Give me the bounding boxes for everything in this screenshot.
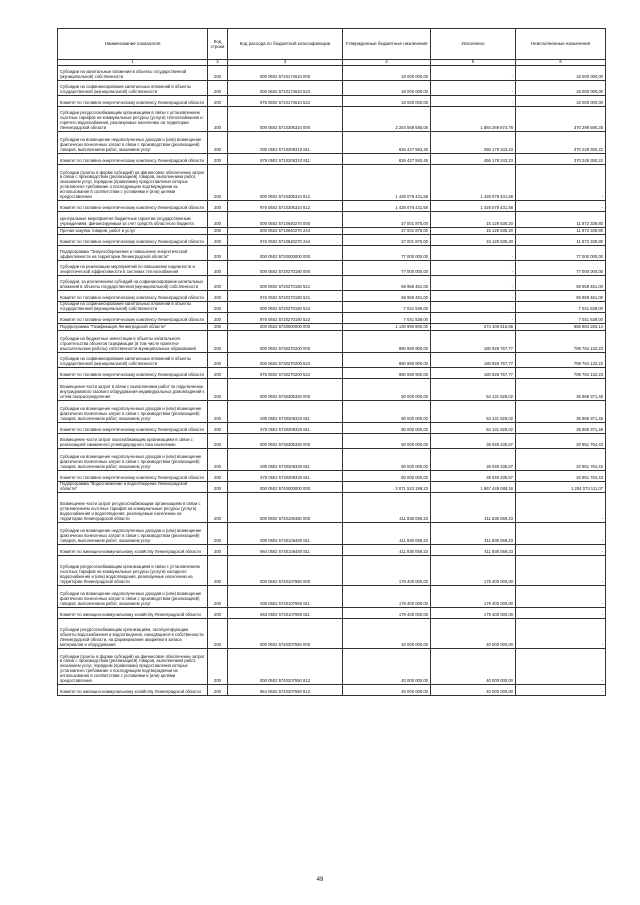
row-executed-amount: 1 867 449 088,16 [431, 482, 516, 493]
row-approved-amount: 3 071 522 199,23 [343, 482, 431, 493]
row-executed-amount: - [431, 81, 516, 96]
row-approved-amount: 90 000 000,00 [343, 423, 431, 434]
table-row [58, 482, 606, 493]
table-row [58, 81, 606, 96]
row-budget-classification: 000 0502 5730270200 000 [228, 331, 343, 353]
row-line-code: 200 [208, 235, 228, 246]
row-remaining-amount: 20 951 764,43 [516, 434, 606, 449]
row-line-code: 200 [208, 228, 228, 235]
row-executed-amount: 411 836 059,23 [431, 545, 516, 556]
table-row [58, 96, 606, 107]
row-budget-classification: 000 0502 5740107960 000 [228, 556, 343, 586]
row-indicator-name: Прочая закупка товаров, работ и услуг [58, 228, 208, 235]
row-remaining-amount: 11 872 339,80 [516, 235, 606, 246]
row-budget-classification: 000 0502 5740106480 000 [228, 493, 343, 523]
budget-execution-table [57, 28, 606, 696]
row-approved-amount: 69 958 461,00 [343, 291, 431, 302]
table-row [58, 313, 606, 324]
table-row [58, 556, 606, 586]
row-executed-amount: 456 178 243,23 [431, 154, 516, 165]
row-budget-classification: 000 0502 5710174610 522 [228, 81, 343, 96]
table-row [58, 66, 606, 81]
row-line-code: 200 [208, 353, 228, 368]
row-remaining-amount: 799 764 132,23 [516, 331, 606, 353]
row-approved-amount: 826 427 593,45 [343, 132, 431, 154]
row-remaining-amount: 799 764 132,23 [516, 368, 606, 379]
row-executed-amount: 411 836 059,23 [431, 523, 516, 545]
row-budget-classification: 976 0502 5730306330 811 [228, 471, 343, 482]
row-executed-amount: 15 129 535,20 [431, 235, 516, 246]
table-row [58, 302, 606, 313]
row-executed-amount: - [431, 276, 516, 291]
row-remaining-amount: 35 868 371,48 [516, 401, 606, 423]
row-budget-classification: 000 0502 5710306310 812 [228, 165, 343, 201]
row-budget-classification: 000 0502 5730306320 000 [228, 379, 343, 401]
row-executed-amount: 1 428 078 431,58 [431, 165, 516, 201]
row-indicator-name: Возмещение части затрат в связи с выполнением работ по подключению внутридомового газового оборудования индивидуальных домовладений к сетям газораспределения [58, 379, 208, 401]
row-line-code: 200 [208, 619, 228, 649]
header-indicator-name: Наименование показателя [58, 29, 208, 60]
row-executed-amount: 179 400 000,00 [431, 586, 516, 608]
table-row [58, 228, 606, 235]
row-executed-amount: 180 926 767,77 [431, 368, 516, 379]
row-remaining-amount: 20 951 764,43 [516, 449, 606, 471]
row-indicator-name: Центральные мероприятия бюджетные гарантии государственным учреждениям, финансируемым за счет средств областного бюджета [58, 212, 208, 228]
row-approved-amount: 411 836 059,23 [343, 523, 431, 545]
row-line-code: 200 [208, 276, 228, 291]
row-remaining-amount: 1 204 073 111,07 [516, 482, 606, 493]
row-budget-classification: 976 0502 5710174610 522 [228, 96, 343, 107]
row-approved-amount: 69 958 461,00 [343, 276, 431, 291]
row-executed-amount: 39 049 235,57 [431, 471, 516, 482]
row-line-code: 200 [208, 685, 228, 696]
row-executed-amount: 40 000 000,00 [431, 619, 516, 649]
row-executed-amount: - [431, 313, 516, 324]
table-row [58, 493, 606, 523]
row-budget-classification: 000 0502 5730270200 522 [228, 353, 343, 368]
table-row [58, 685, 606, 696]
row-remaining-amount: - [516, 586, 606, 608]
row-indicator-name: Комитет по топливно-энергетическому комплексу Ленинградской области [58, 154, 208, 165]
row-indicator-name: Субсидии на возмещение недополученных доходов и (или) возмещение фактически понесенных затрат в связи с производством (реализацией) товаров, выполнением работ, оказанием услуг [58, 132, 208, 154]
row-indicator-name: Комитет по жилищно-коммунальному хозяйству Ленинградской области [58, 608, 208, 619]
row-remaining-amount: 799 764 132,23 [516, 353, 606, 368]
row-approved-amount: 40 000 000,00 [343, 685, 431, 696]
row-approved-amount: 826 427 593,45 [343, 154, 431, 165]
row-indicator-name: Субсидии на софинансирование капитальных вложений в объекты государственной (муниципальной) собственности [58, 302, 208, 313]
row-remaining-amount: - [516, 556, 606, 586]
row-indicator-name: Комитет по топливно-энергетическому комплексу Ленинградской области [58, 423, 208, 434]
row-approved-amount: 411 836 059,23 [343, 493, 431, 523]
row-approved-amount: 980 690 900,00 [343, 368, 431, 379]
table-row [58, 619, 606, 649]
row-remaining-amount: 370 249 350,22 [516, 154, 606, 165]
row-remaining-amount: 18 000 000,00 [516, 66, 606, 81]
row-indicator-name: Субсидии на возмещение недополученных доходов и (или) возмещение фактически понесенных затрат в связи с производством (реализацией) товаров, выполнением работ, оказанием услуг [58, 586, 208, 608]
row-budget-classification: 000 0502 5710640270 000 [228, 212, 343, 228]
row-approved-amount: 60 000 000,00 [343, 471, 431, 482]
table-row [58, 471, 606, 482]
row-remaining-amount: 7 041 539,00 [516, 313, 606, 324]
row-line-code: 200 [208, 132, 228, 154]
row-budget-classification: 964 0502 5740106480 811 [228, 545, 343, 556]
row-approved-amount: 7 041 539,00 [343, 302, 431, 313]
row-budget-classification: 964 0502 5740207550 812 [228, 685, 343, 696]
row-budget-classification: 000 0502 5730000000 000 [228, 324, 343, 331]
table-row [58, 212, 606, 228]
row-remaining-amount: - [516, 493, 606, 523]
row-approved-amount: 1 130 990 900,00 [343, 324, 431, 331]
row-remaining-amount: - [516, 619, 606, 649]
row-indicator-name: Комитет по жилищно-коммунальному хозяйству Ленинградской области [58, 545, 208, 556]
row-line-code: 200 [208, 96, 228, 107]
row-indicator-name: Субсидии на софинансирование капитальных вложений в объекты государственной (муниципальной) собственности [58, 353, 208, 368]
row-remaining-amount: - [516, 201, 606, 212]
row-remaining-amount: - [516, 649, 606, 685]
row-remaining-amount: 77 000 000,00 [516, 261, 606, 276]
row-executed-amount: 39 049 235,57 [431, 449, 516, 471]
row-approved-amount: 18 000 000,00 [343, 96, 431, 107]
row-budget-classification: 000 0502 5740207550 000 [228, 619, 343, 649]
row-indicator-name: Возмещение части затрат газоснабжающим организациям в связи с реализацией сжиженного углеводородного газа населению [58, 434, 208, 449]
row-approved-amount: 1 428 078 431,58 [343, 201, 431, 212]
table-row [58, 586, 606, 608]
table-row [58, 132, 606, 154]
row-budget-classification: 976 0502 5710640270 244 [228, 235, 343, 246]
row-remaining-amount: 370 298 690,28 [516, 107, 606, 132]
row-indicator-name: Субсидии на софинансирование капитальных вложений в объекты государственной (муниципальной) собственности [58, 81, 208, 96]
row-budget-classification: 976 0502 5710306310 812 [228, 201, 343, 212]
row-approved-amount: 7 041 539,00 [343, 313, 431, 324]
table-row [58, 401, 606, 423]
row-line-code: 200 [208, 608, 228, 619]
row-remaining-amount: 77 000 000,00 [516, 246, 606, 261]
table-row [58, 291, 606, 302]
row-line-code: 200 [208, 212, 228, 228]
row-indicator-name: Субсидии на возмещение недополученных доходов и (или) возмещение фактически понесенных затрат в связи с производством (реализацией) товаров, выполнением работ, оказанием услуг [58, 523, 208, 545]
table-row [58, 201, 606, 212]
row-line-code: 200 [208, 482, 228, 493]
column-number: 1 [58, 60, 208, 66]
table-row [58, 261, 606, 276]
row-budget-classification: 000 0502 5710306310 000 [228, 107, 343, 132]
row-executed-amount: 1 884 269 874,78 [431, 107, 516, 132]
row-line-code: 200 [208, 649, 228, 685]
row-executed-amount: - [431, 96, 516, 107]
row-executed-amount: 179 400 000,00 [431, 608, 516, 619]
row-indicator-name: Субсидии (гранты в форме субсидий) на финансовое обеспечение затрат в связи с производством (реализацией) товаров, выполнением работ, оказанием услуг, порядком (правилами) предоставления которых установлено требование о последующем подтверждении их использования в соответствии с условиями и (или) целями предоставления [58, 165, 208, 201]
column-number: 2 [208, 60, 228, 66]
row-budget-classification: 000 0502 5740207550 812 [228, 649, 343, 685]
row-executed-amount: 54 131 628,02 [431, 379, 516, 401]
row-budget-classification: 000 0502 5710306310 811 [228, 132, 343, 154]
row-executed-amount: - [431, 302, 516, 313]
row-line-code: 200 [208, 545, 228, 556]
row-remaining-amount: - [516, 545, 606, 556]
row-remaining-amount: 20 951 764,43 [516, 471, 606, 482]
row-budget-classification: 976 0502 5720270180 521 [228, 291, 343, 302]
row-executed-amount: 180 926 767,77 [431, 353, 516, 368]
row-line-code: 200 [208, 449, 228, 471]
row-executed-amount: - [431, 66, 516, 81]
row-line-code: 200 [208, 493, 228, 523]
row-indicator-name: Комитет по топливно-энергетическому комплексу Ленинградской области [58, 291, 208, 302]
row-remaining-amount: 7 041 539,00 [516, 302, 606, 313]
row-indicator-name: Возмещение части затрат ресурсоснабжающим организациям в связи с установлением льготных тарифов на коммунальные ресурсы (услуги) водоснабжения и водоотведения, реализуемые населению на территории Ленинградской области [58, 493, 208, 523]
row-budget-classification: 000 0502 5740106480 811 [228, 523, 343, 545]
table-row [58, 107, 606, 132]
row-executed-amount: 1 428 078 431,58 [431, 201, 516, 212]
table-row [58, 276, 606, 291]
row-budget-classification: 000 0502 5720270180 522 [228, 302, 343, 313]
table-row [58, 368, 606, 379]
row-approved-amount: 980 690 900,00 [343, 353, 431, 368]
row-approved-amount: 411 836 059,23 [343, 545, 431, 556]
row-indicator-name: Комитет по топливно-энергетическому комплексу Ленинградской области [58, 96, 208, 107]
row-line-code: 200 [208, 434, 228, 449]
row-approved-amount: 60 000 000,00 [343, 434, 431, 449]
page-number: 49 [316, 877, 324, 883]
row-indicator-name: Комитет по топливно-энергетическому комплексу Ленинградской области [58, 313, 208, 324]
row-approved-amount: 60 000 000,00 [343, 449, 431, 471]
table-row [58, 324, 606, 331]
row-executed-amount: 180 926 767,77 [431, 331, 516, 353]
row-remaining-amount: - [516, 608, 606, 619]
row-approved-amount: 179 400 000,00 [343, 556, 431, 586]
table-row [58, 545, 606, 556]
table-row [58, 523, 606, 545]
row-line-code: 200 [208, 201, 228, 212]
row-remaining-amount: 35 868 371,48 [516, 423, 606, 434]
row-approved-amount: 40 000 000,00 [343, 649, 431, 685]
row-line-code: 200 [208, 471, 228, 482]
row-indicator-name: Субсидии ресурсоснабжающим организациям в связи с установлением льготных тарифов на коммунальные ресурсы (услуги) теплоснабжения и горячего водоснабжения, реализуемые населению на территории Ленинградской области [58, 107, 208, 132]
row-indicator-name: Комитет по топливно-энергетическому комплексу Ленинградской области [58, 471, 208, 482]
row-approved-amount: 18 000 000,00 [343, 66, 431, 81]
column-number: 5 [431, 60, 516, 66]
table-row [58, 246, 606, 261]
table-row [58, 154, 606, 165]
row-executed-amount: 411 836 059,23 [431, 493, 516, 523]
row-remaining-amount: 69 958 461,00 [516, 291, 606, 302]
row-executed-amount: - [431, 291, 516, 302]
row-line-code: 200 [208, 368, 228, 379]
table-row [58, 649, 606, 685]
header-budget-classification: Код расхода по бюджетной классификации [228, 29, 343, 60]
header-approved: Утвержденные бюджетные назначения [343, 29, 431, 60]
column-number: 4 [343, 60, 431, 66]
row-approved-amount: 90 000 000,00 [343, 401, 431, 423]
row-indicator-name: Субсидии на реализацию мероприятий по повышению надежности и энергетической эффективности в системах теплоснабжения [58, 261, 208, 276]
table-row [58, 423, 606, 434]
row-remaining-amount: 370 249 350,22 [516, 132, 606, 154]
column-number: 3 [228, 60, 343, 66]
row-line-code: 200 [208, 81, 228, 96]
table-row [58, 331, 606, 353]
row-indicator-name: Комитет по жилищно-коммунальному хозяйству Ленинградской области [58, 685, 208, 696]
row-budget-classification: 964 0502 5740107960 811 [228, 608, 343, 619]
row-line-code: 200 [208, 154, 228, 165]
row-budget-classification: 000 0502 5720270180 521 [228, 276, 343, 291]
row-executed-amount: 54 131 628,02 [431, 423, 516, 434]
row-approved-amount: 18 000 000,00 [343, 81, 431, 96]
row-indicator-name: Субсидии ресурсоснабжающим организациям в связи с установлением льготных тарифов на коммунальные ресурсы (услуги) холодного водоснабжения и (или) водоотведения, реализуемые населению на территории Ленинградской области [58, 556, 208, 586]
row-line-code: 200 [208, 261, 228, 276]
row-budget-classification: 000 0502 5710640270 244 [228, 228, 343, 235]
row-indicator-name: Субсидии на капитальные вложения в объекты государственной (муниципальной) собственности [58, 66, 208, 81]
row-approved-amount: 179 400 000,00 [343, 608, 431, 619]
row-remaining-amount: - [516, 523, 606, 545]
row-executed-amount: 456 178 243,23 [431, 132, 516, 154]
row-line-code: 200 [208, 379, 228, 401]
row-indicator-name: Субсидии на возмещение недополученных доходов и (или) возмещение фактически понесенных затрат в связи с производством (реализацией) товаров, выполнением работ, оказанием услуг [58, 401, 208, 423]
row-budget-classification: 000 0502 5740000000 000 [228, 482, 343, 493]
row-approved-amount: 77 000 000,00 [343, 261, 431, 276]
row-indicator-name: Субсидии, за исключением субсидий на софинансирование капитальных вложений в объекты государственной (муниципальной) собственности [58, 276, 208, 291]
row-budget-classification: 000 0502 5720000000 000 [228, 246, 343, 261]
row-budget-classification: 000 0502 5740107960 811 [228, 586, 343, 608]
row-budget-classification: 976 0502 5730306320 811 [228, 423, 343, 434]
row-line-code: 200 [208, 324, 228, 331]
row-remaining-amount: 856 884 283,14 [516, 324, 606, 331]
row-executed-amount: - [431, 246, 516, 261]
row-budget-classification: 976 0502 5710306310 811 [228, 154, 343, 165]
table-row [58, 235, 606, 246]
row-indicator-name: Субсидии ресурсоснабжающим организациям, эксплуатирующим объекты водоснабжения и водоотведения, находящиеся в собственности Ленинградской области, на формирование аварийного запаса материалов и оборудования [58, 619, 208, 649]
row-line-code: 200 [208, 302, 228, 313]
row-indicator-name: Субсидии (гранты в форме субсидий) на финансовое обеспечение затрат в связи с производством (реализацией) товаров, выполнением работ, оказанием услуг, порядком (правилами) предоставления которых установлено требование о последующем подтверждении их использования в соответствии с условиями и (или) целями предоставления [58, 649, 208, 685]
row-remaining-amount: 69 958 461,00 [516, 276, 606, 291]
row-budget-classification: 000 0502 5720270180 000 [228, 261, 343, 276]
row-executed-amount: 39 049 235,57 [431, 434, 516, 449]
row-indicator-name: Комитет по топливно-энергетическому комплексу Ленинградской области [58, 201, 208, 212]
row-line-code: 200 [208, 165, 228, 201]
row-remaining-amount: - [516, 685, 606, 696]
row-approved-amount: 1 428 078 431,58 [343, 165, 431, 201]
table-body [58, 66, 606, 696]
row-budget-classification: 000 0502 5730306330 811 [228, 449, 343, 471]
row-line-code: 200 [208, 66, 228, 81]
row-line-code: 200 [208, 586, 228, 608]
row-line-code: 200 [208, 556, 228, 586]
row-remaining-amount: - [516, 165, 606, 201]
row-remaining-amount: 18 000 000,00 [516, 96, 606, 107]
row-line-code: 200 [208, 423, 228, 434]
row-indicator-name: Подпрограмма "Энергосбережение и повышение энергетической эффективности на территории Ленинградской области" [58, 246, 208, 261]
table-row [58, 379, 606, 401]
row-executed-amount: 54 131 628,02 [431, 401, 516, 423]
row-approved-amount: 27 001 875,00 [343, 235, 431, 246]
row-approved-amount: 90 000 000,00 [343, 379, 431, 401]
row-indicator-name: Комитет по топливно-энергетическому комплексу Ленинградской области [58, 235, 208, 246]
row-line-code: 200 [208, 291, 228, 302]
row-approved-amount: 2 254 568 585,06 [343, 107, 431, 132]
row-approved-amount: 77 000 000,00 [343, 246, 431, 261]
row-approved-amount: 27 001 875,00 [343, 228, 431, 235]
header-line-code: Код строки [208, 29, 228, 60]
table-row [58, 353, 606, 368]
row-remaining-amount: 11 872 339,80 [516, 212, 606, 228]
row-approved-amount: 179 400 000,00 [343, 586, 431, 608]
table-row [58, 608, 606, 619]
row-executed-amount: 40 000 000,00 [431, 685, 516, 696]
row-budget-classification: 976 0502 5730270200 522 [228, 368, 343, 379]
row-executed-amount: 40 000 000,00 [431, 649, 516, 685]
row-executed-amount: - [431, 261, 516, 276]
table-row [58, 449, 606, 471]
row-approved-amount: 40 000 000,00 [343, 619, 431, 649]
header-remaining: Неисполненные назначения [516, 29, 606, 60]
row-budget-classification: 000 0502 5730306320 811 [228, 401, 343, 423]
row-approved-amount: 27 001 875,00 [343, 212, 431, 228]
row-line-code: 200 [208, 331, 228, 353]
row-budget-classification: 000 0502 5730306330 000 [228, 434, 343, 449]
row-indicator-name: Субсидии на возмещение недополученных доходов и (или) возмещение фактически понесенных затрат в связи с производством (реализацией) товаров, выполнением работ, оказанием услуг [58, 449, 208, 471]
row-remaining-amount: 11 872 339,80 [516, 228, 606, 235]
row-executed-amount: 15 129 535,20 [431, 212, 516, 228]
table-row [58, 434, 606, 449]
row-line-code: 200 [208, 107, 228, 132]
header-executed: Исполнено [431, 29, 516, 60]
row-budget-classification: 976 0502 5720270180 522 [228, 313, 343, 324]
row-indicator-name: Комитет по топливно-энергетическому комплексу Ленинградской области [58, 368, 208, 379]
row-approved-amount: 980 690 900,00 [343, 331, 431, 353]
row-line-code: 200 [208, 246, 228, 261]
row-remaining-amount: 18 000 000,00 [516, 81, 606, 96]
row-line-code: 200 [208, 523, 228, 545]
row-indicator-name: Подпрограмма "Водоснабжение и водоотведение Ленинградской области" [58, 482, 208, 493]
row-remaining-amount: 35 868 371,48 [516, 379, 606, 401]
row-indicator-name: Подпрограмма "Газификация Ленинградской области" [58, 324, 208, 331]
row-executed-amount: 179 400 000,00 [431, 556, 516, 586]
row-executed-amount: 15 129 535,20 [431, 228, 516, 235]
table-row [58, 165, 606, 201]
column-number: 6 [516, 60, 606, 66]
row-executed-amount: 274 106 616,86 [431, 324, 516, 331]
row-line-code: 200 [208, 401, 228, 423]
row-budget-classification: 000 0502 5710174610 000 [228, 66, 343, 81]
table-header-row [58, 29, 606, 60]
row-line-code: 200 [208, 313, 228, 324]
row-indicator-name: Субсидии на бюджетные инвестиции в объекты капитального строительства объектов газификации (в том числе проектно-изыскательские работы) собственности муниципальных образований [58, 331, 208, 353]
